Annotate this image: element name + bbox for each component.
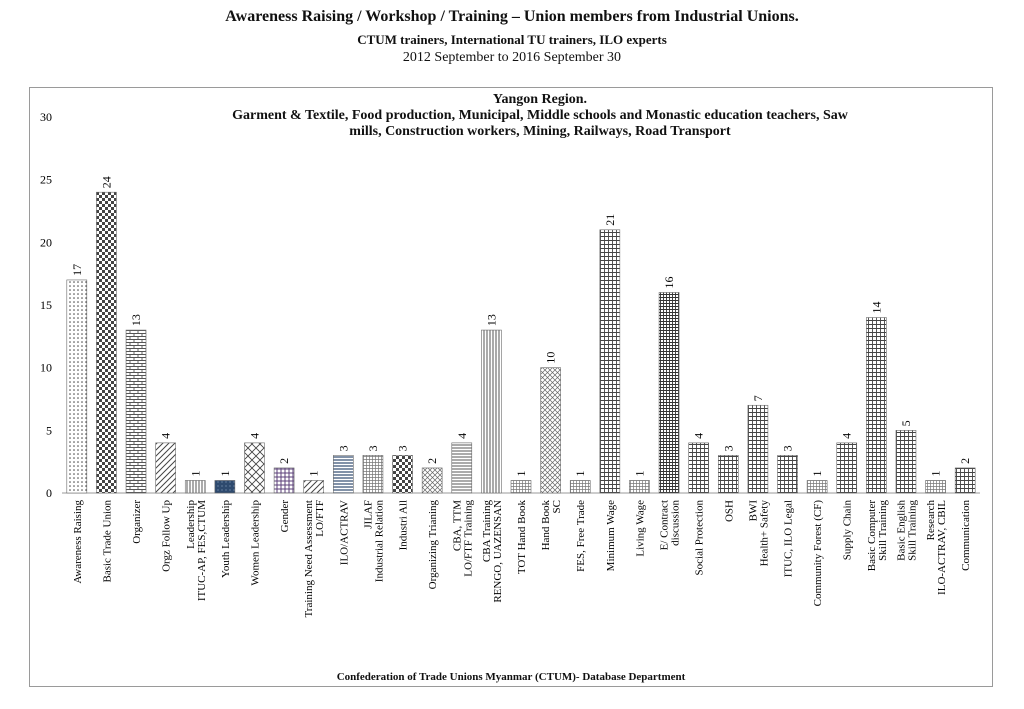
x-tick-label: JILAF <box>362 500 375 529</box>
x-tick-label: Industri All <box>397 500 410 551</box>
bar <box>511 480 531 493</box>
x-tick-label: ITUC, ILO Legal <box>782 500 795 578</box>
x-tick-label: Basic Computer <box>865 500 878 572</box>
x-tick-label: Community Forest (CF) <box>812 500 825 607</box>
data-label: 1 <box>928 470 943 477</box>
y-tick-label: 20 <box>40 235 52 250</box>
bar <box>570 480 590 493</box>
x-tick-label: Skill Training <box>906 500 919 561</box>
page-subtitle: CTUM trainers, International TU trainers, ILO experts <box>357 32 667 47</box>
x-tick-label: ILO/ACTRAV <box>338 500 351 566</box>
chart-footer: Confederation of Trade Unions Myanmar (CTUM)- Database Department <box>336 671 686 683</box>
bar <box>274 468 294 493</box>
data-label: 3 <box>365 445 380 452</box>
bar <box>481 330 501 493</box>
bars <box>67 192 975 493</box>
data-label: 1 <box>188 470 203 477</box>
bar <box>422 468 442 493</box>
bar <box>244 443 264 493</box>
y-axis <box>40 110 980 500</box>
data-label: 2 <box>958 457 973 464</box>
x-tick-label: RENGO, UAZENSAN <box>491 500 504 603</box>
data-label: 3 <box>721 445 736 452</box>
bar <box>156 443 176 493</box>
bar <box>837 443 857 493</box>
data-label: 16 <box>662 276 677 289</box>
y-tick-label: 0 <box>46 486 52 500</box>
bar <box>807 480 827 493</box>
bar <box>600 230 620 493</box>
bar <box>393 455 413 493</box>
data-label: 2 <box>425 457 440 464</box>
data-label: 13 <box>484 314 499 327</box>
x-tick-label: Orgz Follow Up <box>160 500 173 572</box>
bar <box>629 480 649 493</box>
x-tick-label: SC <box>551 500 564 514</box>
data-label: 4 <box>158 432 173 439</box>
bar <box>718 455 738 493</box>
y-tick-label: 5 <box>46 423 52 438</box>
x-tick-label: Basic English <box>895 500 908 561</box>
data-label: 10 <box>543 351 558 364</box>
data-label: 4 <box>691 432 706 439</box>
bar <box>689 443 709 493</box>
bar <box>126 330 146 493</box>
x-axis-labels <box>72 500 972 618</box>
x-tick-label: Organizing Trianing <box>427 500 440 590</box>
bar <box>96 192 116 493</box>
x-tick-label: Research <box>925 500 938 541</box>
bar <box>896 430 916 493</box>
bar <box>955 468 975 493</box>
x-tick-label: Gender <box>279 500 292 533</box>
bar <box>67 280 87 493</box>
x-tick-label: E/ Contract <box>658 500 671 551</box>
x-tick-label: FES, Free Trade <box>575 500 588 572</box>
bar <box>363 455 383 493</box>
bar <box>215 480 235 493</box>
bar <box>304 480 324 493</box>
date-range: 2012 September to 2016 September 30 <box>402 50 622 65</box>
y-tick-label: 10 <box>40 360 52 375</box>
y-tick-label: 15 <box>40 298 52 312</box>
x-tick-label: Youth Leadership <box>219 500 232 579</box>
x-tick-label: Skill Training <box>876 500 889 561</box>
x-tick-label: OSH <box>723 500 736 523</box>
bar <box>926 480 946 493</box>
data-label: 3 <box>780 445 795 452</box>
bar <box>452 443 472 493</box>
x-tick-label: Training Need Assessment <box>303 500 316 618</box>
x-tick-label: Communication <box>960 500 973 571</box>
data-label: 5 <box>898 420 913 427</box>
x-tick-label: Organizer <box>131 500 144 544</box>
bar <box>541 368 561 493</box>
x-tick-label: Hand Book <box>540 500 553 551</box>
x-tick-label: LO/FTF <box>314 500 327 537</box>
data-label: 4 <box>247 432 262 439</box>
bar <box>333 455 353 493</box>
data-label: 3 <box>336 445 351 452</box>
x-tick-label: Social Protection <box>693 500 706 576</box>
data-label: 21 <box>602 213 617 226</box>
x-tick-label: CBA, TTM <box>451 500 464 552</box>
x-tick-label: Supply Chain <box>841 500 854 561</box>
data-label: 24 <box>99 176 114 189</box>
data-label: 7 <box>750 395 765 402</box>
data-label: 1 <box>810 470 825 477</box>
x-tick-label: Health+ Safety <box>758 500 771 567</box>
x-tick-label: discussion <box>669 500 682 546</box>
bar <box>866 318 886 493</box>
data-label: 1 <box>632 470 647 477</box>
x-tick-label: BWI <box>747 500 760 522</box>
y-tick-label: 25 <box>40 172 52 187</box>
data-label: 3 <box>395 445 410 452</box>
bar <box>748 405 768 493</box>
chart-subtitle-line-2: mills, Construction workers, Mining, Railways, Road Transport <box>349 124 731 139</box>
data-label: 1 <box>514 470 528 477</box>
bar <box>778 455 798 493</box>
data-label: 4 <box>454 432 469 439</box>
data-label: 4 <box>839 432 854 439</box>
x-tick-label: ITUC-AP, FES,CTUM <box>195 500 208 602</box>
x-tick-label: ILO-ACTRAV, CBIL <box>936 500 949 595</box>
data-label: 1 <box>573 470 588 477</box>
x-tick-label: Minimum Wage <box>604 500 617 572</box>
data-label: 17 <box>69 263 84 276</box>
x-tick-label: Leadership <box>184 500 197 549</box>
data-label: 13 <box>129 314 144 327</box>
x-tick-label: Basic Trade Union <box>101 500 114 583</box>
page-title: Awareness Raising / Workshop / Training – Union members from Industrial Unions. <box>225 8 799 25</box>
bar <box>659 292 679 493</box>
x-tick-label: Awareness Raising <box>71 500 84 584</box>
x-tick-label: Living Wage <box>634 500 647 557</box>
x-tick-label: CBA Training <box>480 500 493 563</box>
value-labels <box>70 176 972 476</box>
chart-title: Yangon Region. <box>492 92 588 107</box>
x-tick-label: Women Leadership <box>249 500 262 586</box>
y-tick-label: 30 <box>40 110 52 124</box>
x-tick-label: Industrial Relation <box>373 500 386 583</box>
bar <box>185 480 205 493</box>
data-label: 14 <box>869 301 884 314</box>
chart-title-block <box>140 92 940 152</box>
x-tick-label: TOT Hand Book <box>516 500 528 575</box>
chart-subtitle-line-1: Garment & Textile, Food production, Municipal, Middle schools and Monastic education teachers, Saw <box>232 108 848 123</box>
data-label: 1 <box>217 470 232 477</box>
x-tick-label: LO/FTF Training <box>462 500 475 577</box>
data-label: 2 <box>277 457 292 464</box>
data-label: 1 <box>306 470 321 477</box>
